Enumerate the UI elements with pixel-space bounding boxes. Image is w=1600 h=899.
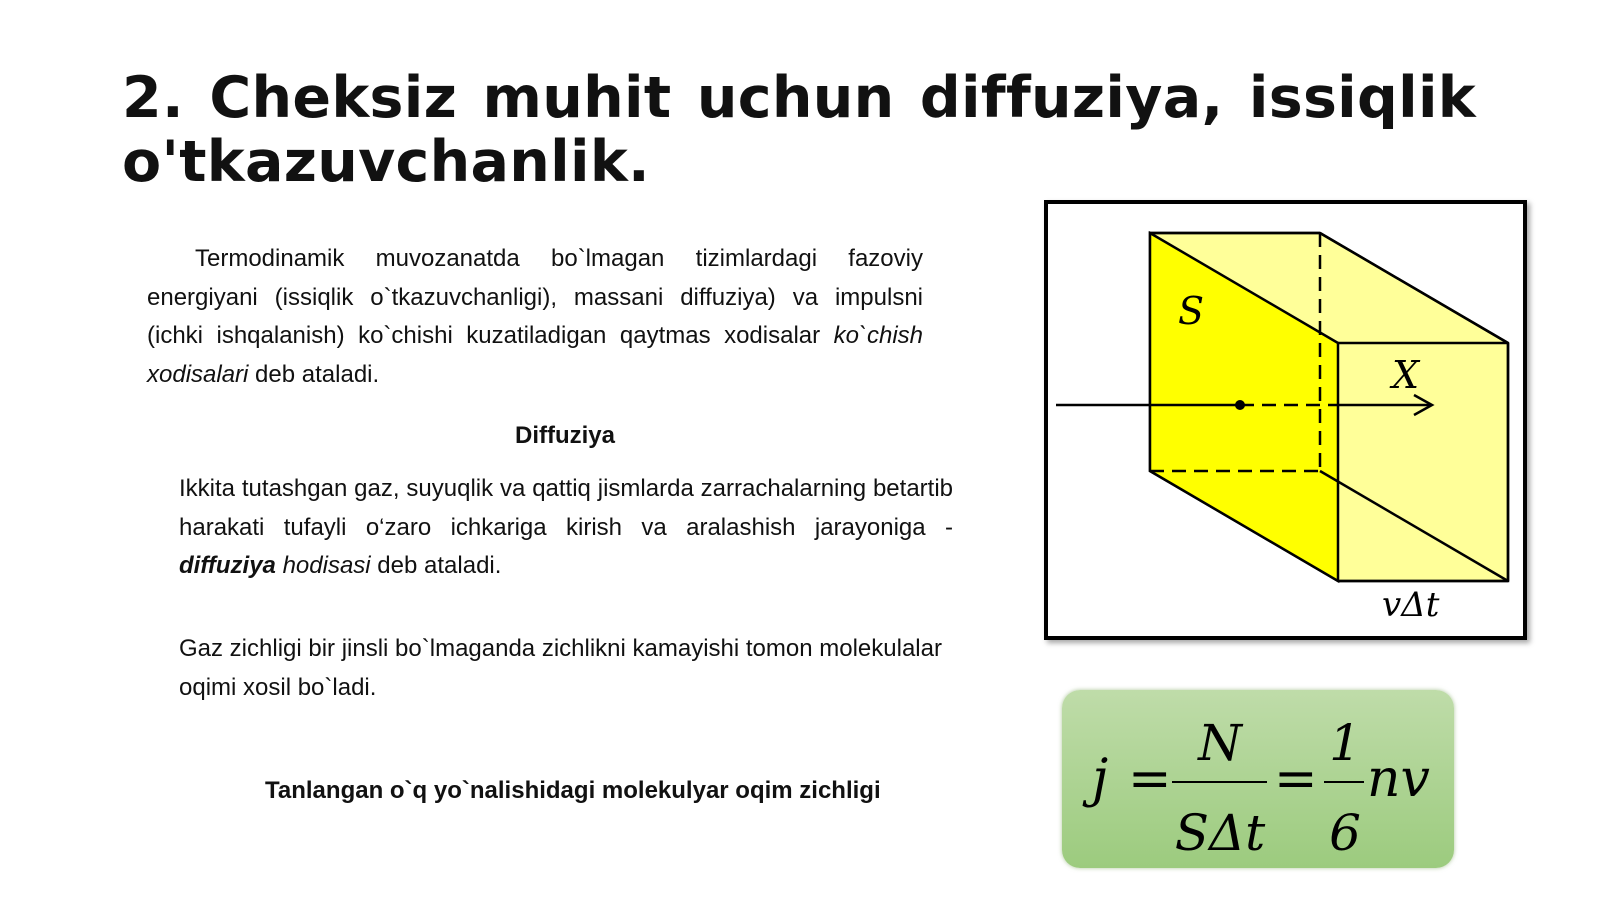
diffusion-heading: Diffuziya	[514, 422, 615, 449]
intro-paragraph	[147, 240, 923, 394]
intro-text: Termodinamik muvozanatda bo`lmagan tizimlardagi fazoviy energiyani (issiqlik o`tkazuvchanligi), massani diffuziya) va impulsni (ichki ishqalanish) ko`chishi kuzatiladigan qaytmas xodisalar	[147, 245, 923, 349]
intro-text-end: deb ataladi.	[248, 360, 380, 388]
center-point	[1235, 400, 1245, 410]
label-v-delta-t: vΔt	[1382, 585, 1440, 625]
diffusion-paragraph	[179, 470, 953, 586]
diffusion-figure	[1044, 200, 1527, 640]
flux-density-label: Tanlangan o`q yo`nalishidagi molekulyar oqim zichligi	[265, 777, 881, 804]
phenomenon-term: hodisasi	[282, 552, 371, 579]
label-x: X	[1392, 353, 1420, 397]
diffusion-cylinder-diagram	[1044, 200, 1527, 640]
diffusion-text-end: deb ataladi.	[370, 552, 502, 579]
formula-lhs: j	[1092, 749, 1109, 809]
formula-num2: 1	[1329, 714, 1361, 772]
flux-formula	[1062, 690, 1454, 868]
intro-italic-term: ko`chish xodisalari	[147, 322, 923, 388]
flux-formula-svg	[1062, 690, 1454, 868]
formula-tail: nv	[1367, 749, 1430, 809]
diffusion-space	[276, 552, 283, 579]
diffusion-text: Ikkita tutashgan gaz, suyuqlik va qattiq jismlarda zarrachalarning betartib harakati tufayli o‘zaro ichkariga kirish va aralashish jarayoniga -	[179, 475, 953, 541]
slide-title: 2. Cheksiz muhit uchun diffuziya, issiqlik o'tkazuvchanlik.	[122, 65, 1476, 195]
formula-num1: N	[1198, 714, 1242, 772]
formula-eq1: =	[1128, 749, 1172, 809]
gas-density-paragraph: Gaz zichligi bir jinsli bo`lmaganda zichlikni kamayishi tomon molekulalar oqimi xosil bo`ladi.	[179, 635, 942, 701]
formula-den1: SΔt	[1174, 804, 1266, 862]
label-s: S	[1178, 289, 1205, 333]
diffusion-term: diffuziya	[179, 552, 276, 579]
formula-den2: 6	[1329, 804, 1361, 862]
formula-eq2: =	[1274, 749, 1318, 809]
